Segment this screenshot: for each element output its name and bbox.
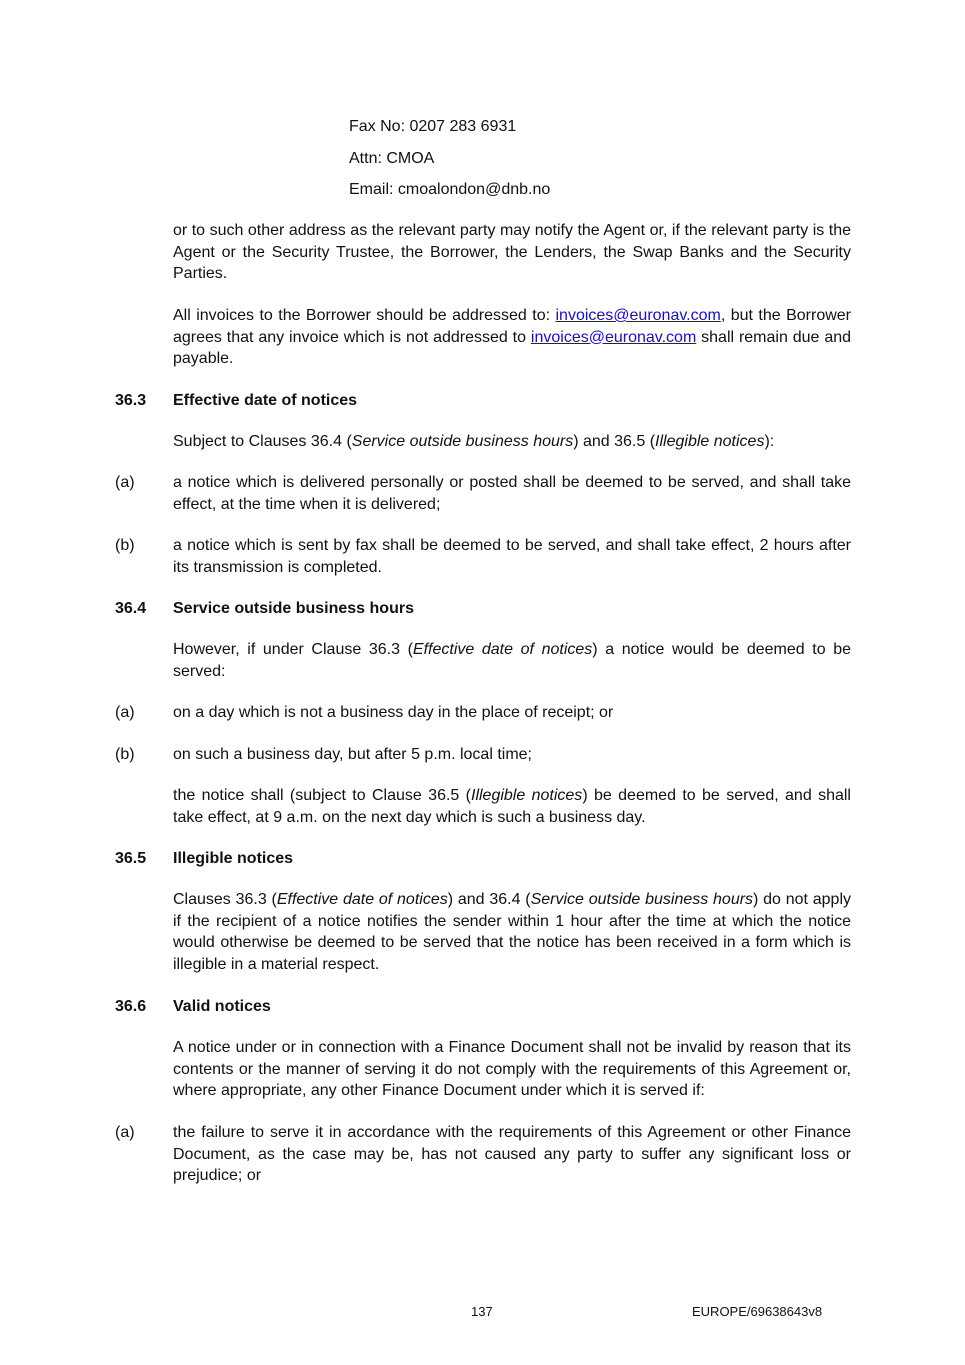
list-item-text: on such a business day, but after 5 p.m. local time; [173, 746, 532, 763]
document-reference: EUROPE/69638643v8 [692, 1304, 823, 1319]
list-label: (a) [115, 704, 135, 721]
page-number: 137 [471, 1304, 493, 1319]
section-number-36-5: 36.5 [115, 850, 147, 867]
section-title-36-6: Valid notices [173, 998, 271, 1015]
email-line: Email: cmoalondon@dnb.no [349, 181, 551, 198]
other-address-paragraph: or to such other address as the relevant party may notify the Agent or, if the relevant party is the Agent or the Security Trustee, the Borrower, the Lenders, the Swap Banks and the Security Parties. [173, 222, 851, 282]
list-label: (a) [115, 474, 135, 491]
list-item-text: on a day which is not a business day in the place of receipt; or [173, 704, 614, 721]
section-36-3-intro: Subject to Clauses 36.4 (Service outside business hours) and 36.5 (Illegible notices): [173, 433, 775, 450]
invoices-email-link-2[interactable]: invoices@euronav.com [530, 328, 697, 346]
invoices-paragraph: All invoices to the Borrower should be addressed to: invoices@euronav.com, but the Borrower agrees that any invoice which is not addressed to invoices@euronav.com shall remain due and payable. [173, 307, 852, 367]
section-36-5-body: Clauses 36.3 (Effective date of notices) and 36.4 (Service outside business hours) do not apply if the recipient of a notice notifies the sender within 1 hour after the time at which the notice would otherwise be deemed to be served that the notice has been received in a form which is illegible in a material respect. [173, 891, 852, 973]
section-36-4-intro: However, if under Clause 36.3 (Effective date of notices) a notice would be deemed to be served: [173, 641, 851, 680]
invoices-email-link-1[interactable]: invoices@euronav.com [555, 307, 721, 324]
list-item-text: a notice which is delivered personally or posted shall be deemed to be served, and shall take effect, at the time when it is delivered; [173, 474, 851, 513]
list-item-text: a notice which is sent by fax shall be deemed to be served, and shall take effect, 2 hours after its transmission is completed. [173, 537, 851, 576]
section-36-4-closing: the notice shall (subject to Clause 36.5 (Illegible notices) be deemed to be served, and shall take effect, at 9 a.m. on the next day which is such a business day. [173, 787, 851, 826]
list-label: (a) [115, 1124, 135, 1141]
section-title-36-4: Service outside business hours [173, 600, 414, 617]
attn-line: Attn: CMOA [349, 150, 435, 167]
section-title-36-5: Illegible notices [173, 850, 294, 867]
fax-line: Fax No: 0207 283 6931 [349, 118, 517, 135]
list-item-text: the failure to serve it in accordance with the requirements of this Agreement or other Finance Document, as the case may be, has not caused any party to suffer any significant loss or prejudice; or [173, 1124, 851, 1184]
section-number-36-4: 36.4 [115, 600, 147, 617]
section-number-36-3: 36.3 [115, 392, 147, 409]
section-title-36-3: Effective date of notices [173, 392, 358, 409]
list-label: (b) [115, 746, 135, 763]
section-36-6-body: A notice under or in connection with a Finance Document shall not be invalid by reason that its contents or the manner of serving it do not comply with the requirements of this Agreement or, where appropriate, any other Finance Document under which it is served if: [173, 1039, 851, 1099]
section-number-36-6: 36.6 [115, 998, 147, 1015]
list-label: (b) [115, 537, 135, 554]
